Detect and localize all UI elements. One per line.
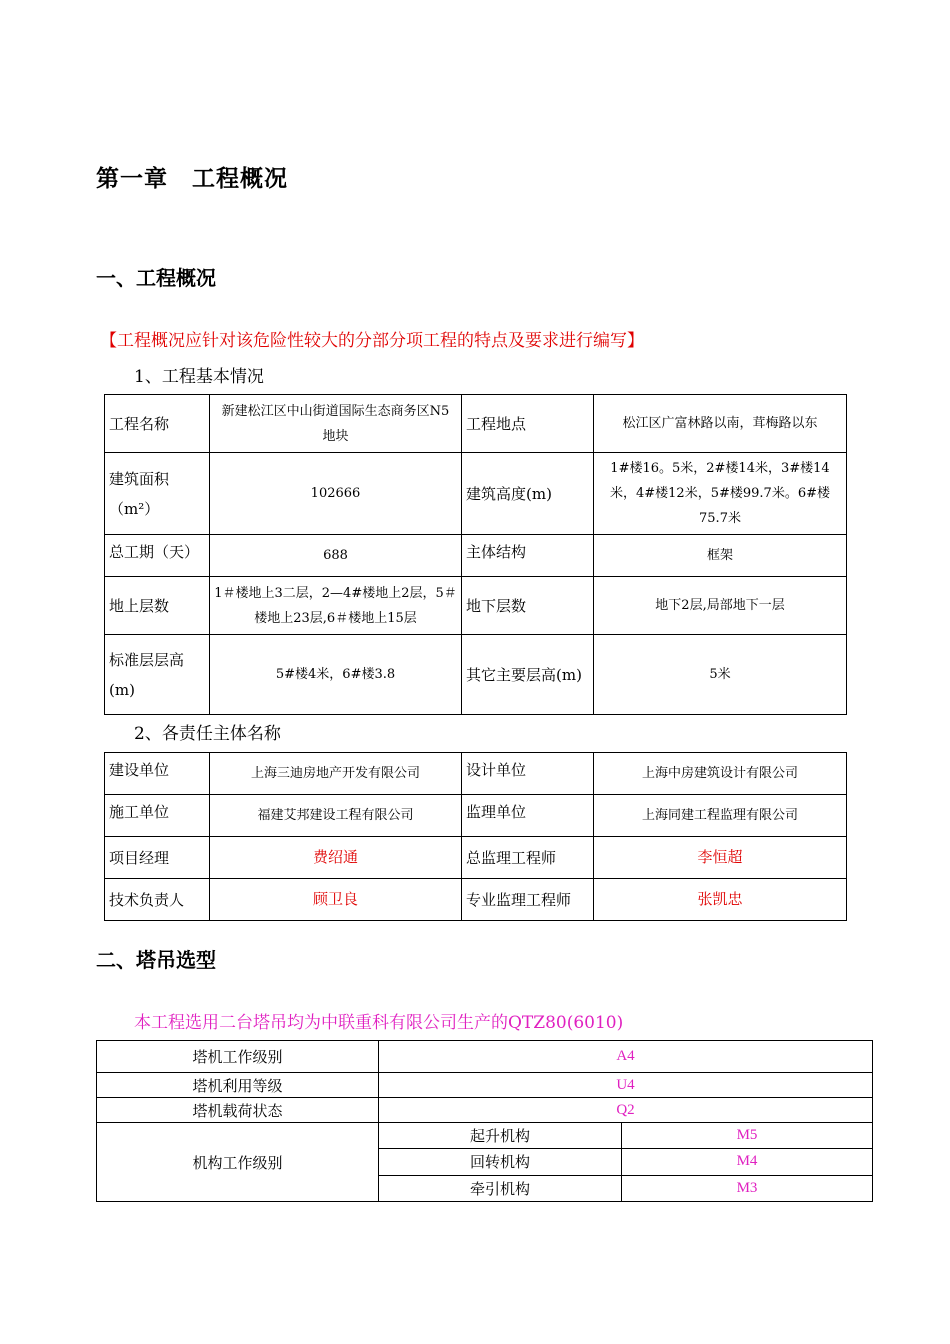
table-row: [97, 1098, 873, 1123]
key-cell: 地下层数: [462, 577, 594, 635]
load-state-label: 塔机载荷状态: [97, 1098, 379, 1123]
basic-info-heading: 1、工程基本情况: [134, 367, 264, 387]
key-cell: 其它主要层高(m): [462, 635, 594, 715]
key-cell: 建筑高度(m): [462, 453, 594, 535]
key-cell: 主体结构: [462, 535, 594, 577]
section-title-overview: 一、工程概况: [96, 266, 216, 290]
value-cell: 地下2层,局部地下一层: [594, 577, 847, 635]
key-cell: 工程名称: [105, 395, 210, 453]
table-row: [105, 795, 847, 837]
chapter-title: 第一章 工程概况: [96, 166, 288, 192]
value-cell: 1#楼16。5米，2#楼14米，3#楼14米，4#楼12米，5#楼99.7米。6#楼75.7米: [594, 453, 847, 535]
table-row: [97, 1123, 873, 1149]
mechanism-name: 牵引机构: [379, 1175, 622, 1201]
key-cell: 技术负责人: [105, 879, 210, 921]
mechanism-level: M5: [622, 1123, 873, 1149]
table-row: [105, 535, 847, 577]
key-cell: 设计单位: [462, 753, 594, 795]
key-cell: 施工单位: [105, 795, 210, 837]
key-cell: 建设单位: [105, 753, 210, 795]
value-cell: 上海中房建筑设计有限公司: [594, 753, 847, 795]
mechanism-name: 回转机构: [379, 1149, 622, 1175]
table-row: [105, 753, 847, 795]
key-cell: 建筑面积（m²）: [105, 453, 210, 535]
value-cell: 102666: [210, 453, 462, 535]
value-cell: 顾卫良: [210, 879, 462, 921]
value-cell: 5米: [594, 635, 847, 715]
value-cell: 费绍通: [210, 837, 462, 879]
value-cell: 框架: [594, 535, 847, 577]
key-cell: 地上层数: [105, 577, 210, 635]
use-grade-value: U4: [379, 1073, 873, 1098]
mechanism-label: 机构工作级别: [97, 1123, 379, 1202]
value-cell: 李恒超: [594, 837, 847, 879]
value-cell: 上海同建工程监理有限公司: [594, 795, 847, 837]
key-cell: 项目经理: [105, 837, 210, 879]
table-row: [105, 837, 847, 879]
value-cell: 福建艾邦建设工程有限公司: [210, 795, 462, 837]
key-cell: 工程地点: [462, 395, 594, 453]
value-cell: 1＃楼地上3二层，2—4#楼地上2层，5＃楼地上23层,6＃楼地上15层: [210, 577, 462, 635]
table-row: [105, 395, 847, 453]
mechanism-level: M4: [622, 1149, 873, 1175]
key-cell: 标准层层高(m): [105, 635, 210, 715]
table-row: [105, 879, 847, 921]
use-grade-label: 塔机利用等级: [97, 1073, 379, 1098]
writing-note: 【工程概况应针对该危险性较大的分部分项工程的特点及要求进行编写】: [100, 331, 644, 351]
table-row: [97, 1041, 873, 1073]
table-row: [105, 577, 847, 635]
table-row: [105, 635, 847, 715]
key-cell: 监理单位: [462, 795, 594, 837]
key-cell: 总工期（天）: [105, 535, 210, 577]
work-level-label: 塔机工作级别: [97, 1041, 379, 1073]
work-level-value: A4: [379, 1041, 873, 1073]
responsibility-table: [104, 752, 847, 921]
crane-intro: 本工程选用二台塔吊均为中联重科有限公司生产的QTZ80(6010): [134, 1013, 624, 1033]
mechanism-name: 起升机构: [379, 1123, 622, 1149]
table-row: [105, 453, 847, 535]
value-cell: 张凯忠: [594, 879, 847, 921]
value-cell: 松江区广富林路以南，茸梅路以东: [594, 395, 847, 453]
responsibility-heading: 2、各责任主体名称: [134, 724, 281, 744]
crane-spec-table: [96, 1040, 873, 1202]
key-cell: 总监理工程师: [462, 837, 594, 879]
value-cell: 上海三迪房地产开发有限公司: [210, 753, 462, 795]
value-cell: 新建松江区中山街道国际生态商务区N5 地块: [210, 395, 462, 453]
section-title-crane: 二、塔吊选型: [96, 948, 216, 972]
mechanism-level: M3: [622, 1175, 873, 1201]
basic-info-table: [104, 394, 847, 715]
key-cell: 专业监理工程师: [462, 879, 594, 921]
load-state-value: Q2: [379, 1098, 873, 1123]
table-row: [97, 1073, 873, 1098]
value-cell: 5#楼4米，6#楼3.8: [210, 635, 462, 715]
value-cell: 688: [210, 535, 462, 577]
